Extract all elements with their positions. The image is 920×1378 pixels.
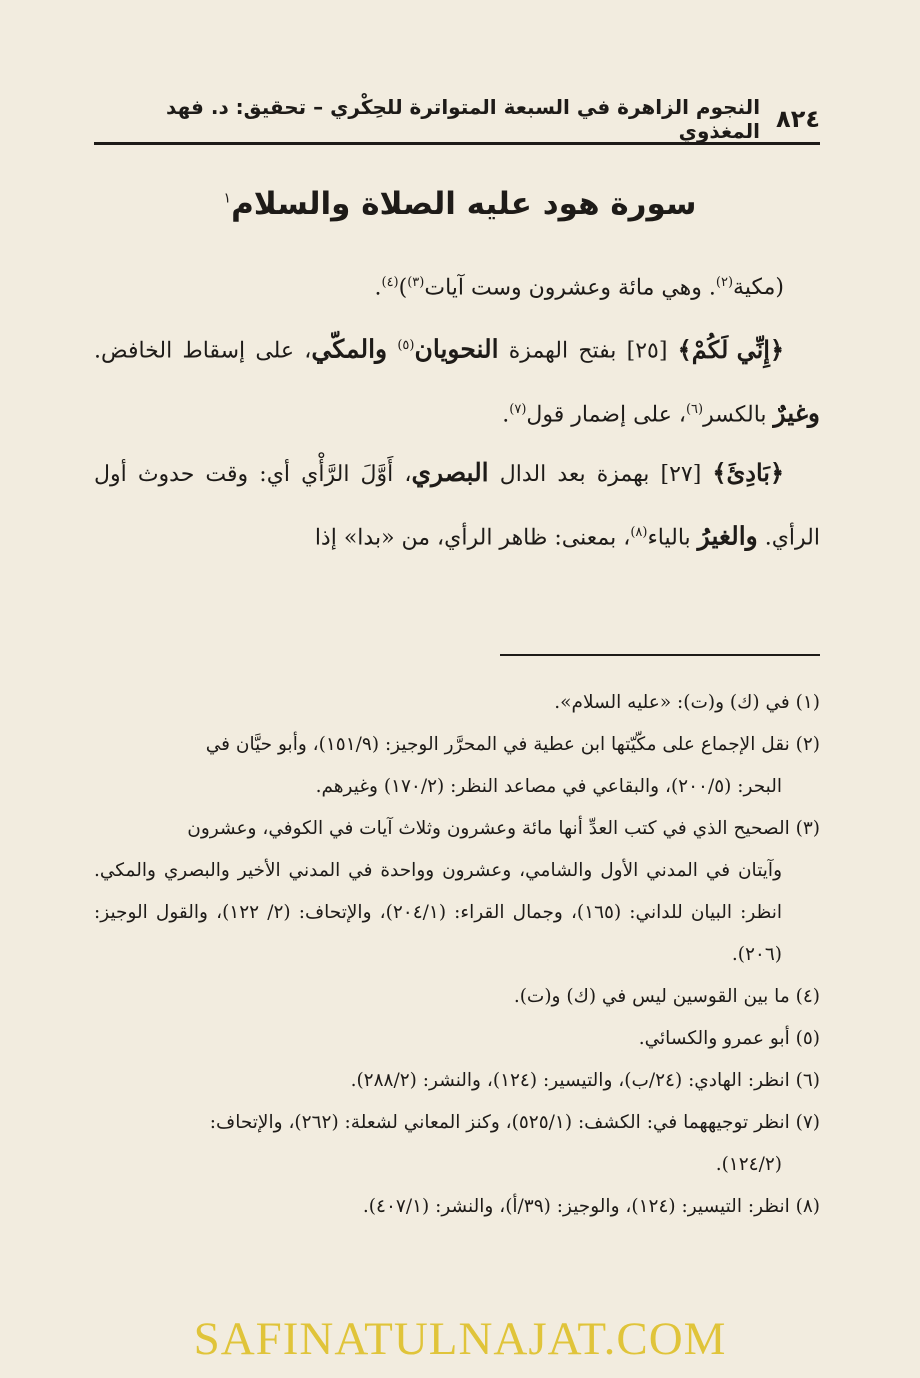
reader-name: البصري: [411, 457, 489, 487]
chapter-note-ref: ١: [223, 190, 232, 207]
footnote-4: [94, 976, 820, 1018]
text-segment: ، على إسقاط الخافض.: [94, 338, 312, 364]
footnote-text: (٦) انظر: الهادي: (٢٤/ب)، والتيسير: (١٢٤)، والنشر: (٢٨٨/٢).: [350, 1070, 820, 1091]
chapter-title: [0, 186, 920, 222]
chapter-title-text: سورة هود عليه الصلاة والسلام: [231, 186, 697, 222]
reader-name: وغيرٌ: [773, 397, 820, 427]
footnote-ref: (٧): [509, 401, 527, 417]
footnote-ref: (٥): [397, 338, 415, 354]
footnote-text: (٨) انظر: التيسير: (١٢٤)، والوجيز: (٣٩/أ)، والنشر: (٤٠٧/١).: [362, 1196, 820, 1217]
footnote-separator: [500, 654, 820, 656]
reader-name: النحويان: [414, 334, 499, 364]
reader-name: والمكّي: [311, 334, 388, 364]
page-number: ٨٢٤: [776, 105, 820, 133]
paragraph-verse-25: [94, 317, 820, 444]
reader-name: والغيرُ: [697, 521, 758, 551]
text-segment: (مكية: [733, 275, 784, 301]
text-segment: .: [502, 401, 510, 427]
text-segment: بالكسر: [703, 401, 774, 427]
text-segment: [٢٥] بفتح الهمزة: [498, 338, 678, 364]
footnote-ref: (٨): [630, 524, 648, 540]
footnote-text: (١٢٤/٢).: [715, 1154, 782, 1175]
quranic-phrase: ﴿إِنِّي لَكُمْ﴾: [677, 334, 785, 364]
footnote-ref: (٦): [685, 401, 704, 417]
footnote-6: [94, 1060, 820, 1102]
footnote-text: وآيتان في المدني الأول والشامي، وعشرون وواحدة في المدني الأخير والبصري والمكي. انظر: البيان للداني: (١٦٥)، وجمال القراء: (٢٠٤/١)، والإتحاف: (٢/ ١٢٢)، والقول الوجيز: (٢٠٦).: [94, 860, 783, 965]
footnote-ref: (٤): [381, 275, 399, 290]
footnote-text: (٢) نقل الإجماع على مكّيّتها ابن عطية في المحرَّر الوجيز: (١٥١/٩)، وأبو حيَّان في: [205, 734, 820, 755]
text-segment: ، أَوَّلَ الرَّأْي أي: وقت حدوث أول الرأي.: [94, 461, 820, 551]
footnote-7: [94, 1102, 820, 1144]
footnote-1: [94, 682, 820, 724]
footnote-5: [94, 1018, 820, 1060]
main-text: [94, 254, 820, 567]
text-segment: ، بمعنى: ظاهر الرأي، من «بدا» إذا: [314, 525, 631, 551]
quranic-phrase: ﴿بَادِئَ﴾: [712, 457, 785, 487]
footnote-2-continued: [94, 766, 820, 808]
book-title: النجوم الزاهرة في السبعة المتواترة للحِكْري – تحقيق: د. فهد المغذوي: [166, 95, 761, 143]
footnote-7-continued: [94, 1144, 820, 1186]
text-segment: . وهي مائة وعشرون وست آيات: [424, 275, 716, 301]
footnote-text: (٤) ما بين القوسين ليس في (ك) و(ت).: [513, 986, 820, 1007]
text-segment: ، على إضمار قول: [526, 401, 686, 427]
watermark: SAFINATULNAJAT.COM: [193, 1313, 727, 1365]
footnote-text: (١) في (ك) و(ت): «عليه السلام».: [554, 692, 820, 713]
footnote-3-continued: [94, 850, 820, 976]
footnote-text: (٧) انظر توجيههما في: الكشف: (٥٢٥/١)، وكنز المعاني لشعلة: (٢٦٢)، والإتحاف:: [209, 1112, 820, 1133]
paragraph-intro: [94, 254, 820, 317]
paragraph-verse-27: [94, 444, 820, 567]
footnote-2: [94, 724, 820, 766]
text-segment: [387, 339, 397, 364]
text-segment: [٢٧] بهمزة بعد الدال: [488, 461, 713, 487]
running-header: [94, 96, 820, 145]
footnote-text: (٥) أبو عمرو والكسائي.: [638, 1028, 820, 1049]
footnote-8: [94, 1186, 820, 1228]
footnote-text: البحر: (٢٠٠/٥)، والبقاعي في مصاعد النظر: (١٧٠/٢) وغيرهم.: [315, 776, 782, 797]
footnote-text: (٣) الصحيح الذي في كتب العدِّ أنها مائة وعشرون وثلاث آيات في الكوفي، وعشرون: [187, 818, 820, 839]
text-segment: ): [398, 275, 408, 301]
footnote-ref: (٢): [715, 275, 734, 290]
footnotes: [94, 682, 820, 1228]
footnote-3: [94, 808, 820, 850]
footnote-ref: (٣): [407, 275, 425, 290]
text-segment: بالياء: [647, 525, 698, 551]
text-segment: .: [374, 275, 382, 301]
